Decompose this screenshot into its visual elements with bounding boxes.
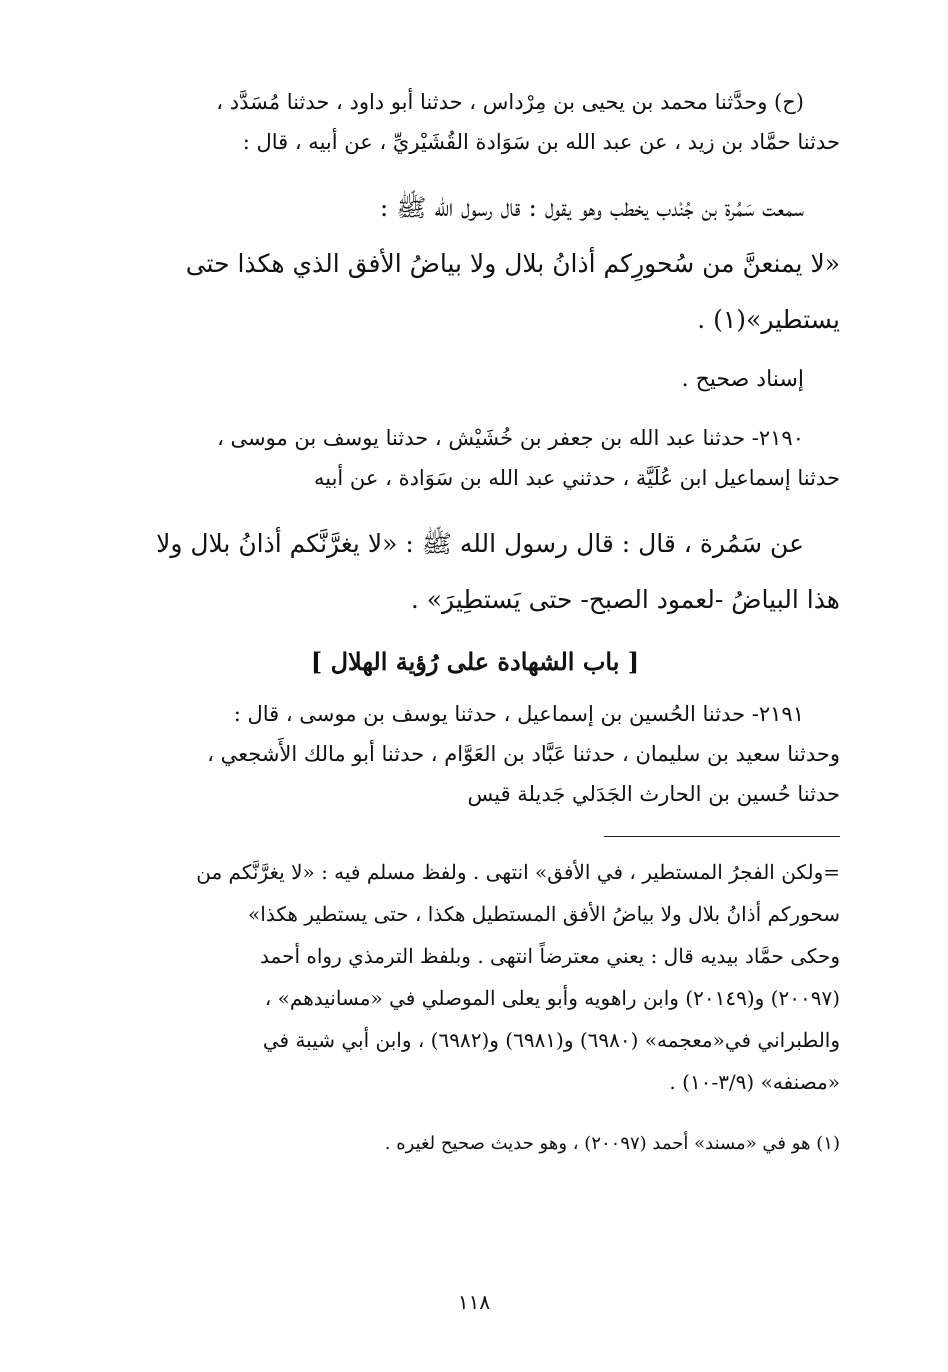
note-line: وحكى حمَّاد بيديه قال : يعني معترضاً انتهى . وبلفظ الترمذي رواه أحمد: [260, 944, 840, 968]
page-content: [110, 82, 840, 1161]
footnote-1: (١) هو في «مسند» أحمد (٢٠٠٩٧) ، وهو حديث صحيح لغيره .: [384, 1133, 840, 1154]
text-line: يستطير»(١) .: [697, 305, 840, 334]
note-line: =ولكن الفجرُ المستطير ، في الأفق» انتهى . ولفظ مسلم فيه : «لا يغرَّنَّكم من: [196, 860, 840, 884]
footnote-spacer: [110, 1103, 840, 1121]
text-line: حدثنا حُسين بن الحارث الجَدَلي جَديلة قيس: [467, 782, 840, 806]
text-line: عن سَمُرة ، قال : قال رسول الله ﷺ : «لا يغرَّنَّكم أذانُ بلال ولا: [156, 529, 804, 558]
isnad-paragraph-1: [110, 82, 840, 162]
text-line: «لا يمنعنَّ من سُحورِكم أذانُ بلال ولا بياضُ الأفق الذي هكذا حتى: [185, 249, 840, 278]
note-line: والطبراني في«معجمه» (٦٩٨٠) و(٦٩٨١) و(٦٩٨٢) ، وابن أبي شيبة في: [262, 1028, 840, 1052]
grading-note: إسناد صحيح .: [681, 367, 804, 392]
text-line: هذا البياضُ -لعمود الصبح- حتى يَستطِيرَ» .: [410, 585, 840, 614]
continued-notes: [110, 851, 840, 1103]
notes-divider: [604, 836, 840, 837]
page-number: ١١٨: [457, 1290, 491, 1314]
text-line: ٢١٩١- حدثنا الحُسين بن إسماعيل ، حدثنا يوسف بن موسى ، قال :: [233, 702, 804, 726]
text-line: حدثنا حمَّاد بن زيد ، عن عبد الله بن سَوَادة القُشَيْريِّ ، عن أبيه ، قال :: [242, 130, 840, 154]
text-line: وحدثنا سعيد بن سليمان ، حدثنا عَبَّاد بن العَوَّام ، حدثنا أبو مالك الأَشجعي ،: [207, 742, 840, 766]
text-line: حدثنا إسماعيل ابن عُلَيَّة ، حدثني عبد الله بن سَوَادة ، عن أبيه: [313, 466, 840, 490]
text-line: (ح) وحدَّثنا محمد بن يحيى بن مِرْداس ، حدثنا أبو داود ، حدثنا مُسَدَّد ،: [216, 90, 804, 114]
isnad-paragraph-2: [110, 418, 840, 498]
text-line: ٢١٩٠- حدثنا عبد الله بن جعفر بن خُشَيْش ، حدثنا يوسف بن موسى ،: [217, 426, 804, 450]
note-line: سحوركم أذانُ بلال ولا بياضُ الأفق المستطيل هكذا ، حتى يستطير هكذا»: [248, 902, 840, 926]
matn-paragraph-1: [110, 180, 840, 348]
chapter-heading: [ باب الشهادة على رُؤية الهلال ]: [310, 647, 640, 676]
text-line: سمعت سَمُرة بن جُنْدب يخطب وهو يقول : قال رسول الله ﷺ :: [379, 193, 804, 222]
matn-paragraph-2: [110, 516, 840, 628]
note-line: «مصنفه» (٣/٩-١٠) .: [669, 1070, 840, 1094]
note-line: (٢٠٠٩٧) و(٢٠١٤٩) وابن راهويه وأبو يعلى الموصلي في «مسانيدهم» ،: [264, 986, 840, 1010]
isnad-paragraph-3: [110, 694, 840, 814]
